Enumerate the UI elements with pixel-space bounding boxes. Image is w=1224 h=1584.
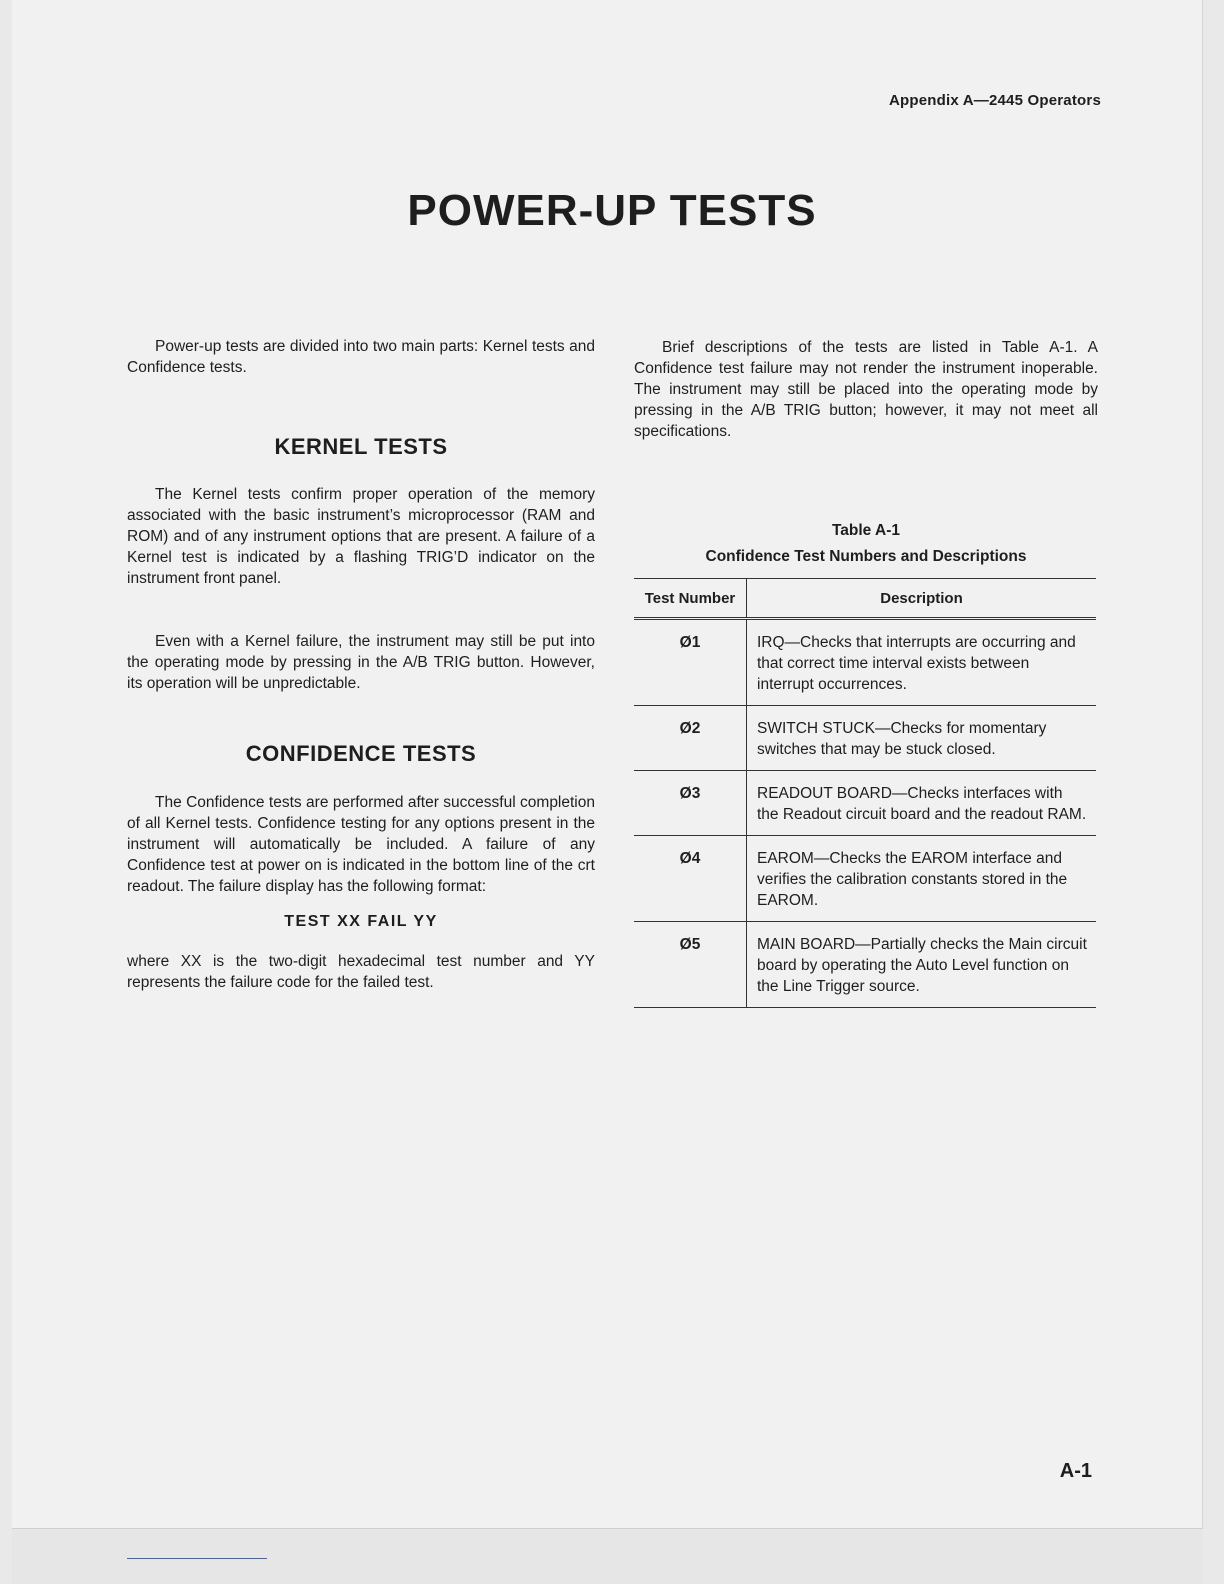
test-number-cell: Ø3	[634, 771, 747, 836]
kernel-tests-heading: KERNEL TESTS	[274, 434, 448, 459]
confidence-paragraph-1: The Confidence tests are performed after successful completion of all Kernel tests. Confidence testing for any options present in the instrument will automatically be included. A failure of any Confidence test at power on is indicated in the bottom line of the crt readout. The failure display has the following format:	[127, 794, 595, 895]
failure-format-line: TEST XX FAIL YY	[284, 913, 438, 930]
test-number-cell: Ø5	[634, 922, 747, 1008]
column-header-test-number: Test Number	[634, 579, 747, 619]
table-intro-paragraph: Brief descriptions of the tests are listed in Table A-1. A Confidence test failure may not render the instrument inoperable. The instrument may still be placed into the operating mode by pressing in the A/B TRIG button; however, it may not meet all specifications.	[634, 339, 1098, 440]
page-title: POWER-UP TESTS	[407, 186, 817, 235]
table-row	[634, 619, 1096, 706]
table-label: Table A-1	[831, 522, 901, 539]
confidence-paragraph-2: where XX is the two-digit hexadecimal test number and YY represents the failure code for the failed test.	[127, 953, 595, 991]
table-row	[634, 922, 1096, 1008]
kernel-paragraph-1: The Kernel tests confirm proper operation of the memory associated with the basic instrument’s microprocessor (RAM and ROM) and of any instrument options that are present. A failure of a Kernel test is indicated by a flashing TRIG’D indicator on the instrument front panel.	[127, 486, 595, 587]
table-row	[634, 706, 1096, 771]
description-cell: READOUT BOARD—Checks interfaces with the Readout circuit board and the readout RAM.	[747, 771, 1097, 836]
test-number-cell: Ø4	[634, 836, 747, 922]
description-cell: MAIN BOARD—Partially checks the Main circuit board by operating the Auto Level function on the Line Trigger source.	[747, 922, 1097, 1008]
table-header-row	[634, 579, 1096, 619]
page-number: A-1	[1059, 1460, 1092, 1482]
confidence-test-table	[634, 578, 1096, 1008]
running-header: Appendix A—2445 Operators	[888, 92, 1101, 109]
description-cell: IRQ—Checks that interrupts are occurring and that correct time interval exists between interrupt occurrences.	[747, 619, 1097, 706]
table-row	[634, 771, 1096, 836]
description-cell: SWITCH STUCK—Checks for momentary switches that may be stuck closed.	[747, 706, 1097, 771]
test-number-cell: Ø2	[634, 706, 747, 771]
description-cell: EAROM—Checks the EAROM interface and verifies the calibration constants stored in the EAROM.	[747, 836, 1097, 922]
footnote-link-line	[127, 1558, 267, 1559]
page-bottom-margin	[12, 1529, 1202, 1584]
table-caption: Confidence Test Numbers and Descriptions	[705, 548, 1027, 565]
test-number-cell: Ø1	[634, 619, 747, 706]
table-row	[634, 836, 1096, 922]
left-column	[127, 336, 595, 993]
kernel-paragraph-2: Even with a Kernel failure, the instrument may still be put into the operating mode by pressing in the A/B TRIG button. However, its operation will be unpredictable.	[127, 633, 595, 692]
confidence-tests-heading: CONFIDENCE TESTS	[245, 741, 477, 766]
right-column	[634, 337, 1098, 1008]
intro-paragraph: Power-up tests are divided into two main parts: Kernel tests and Confidence tests.	[127, 338, 595, 376]
column-header-description: Description	[747, 579, 1097, 619]
